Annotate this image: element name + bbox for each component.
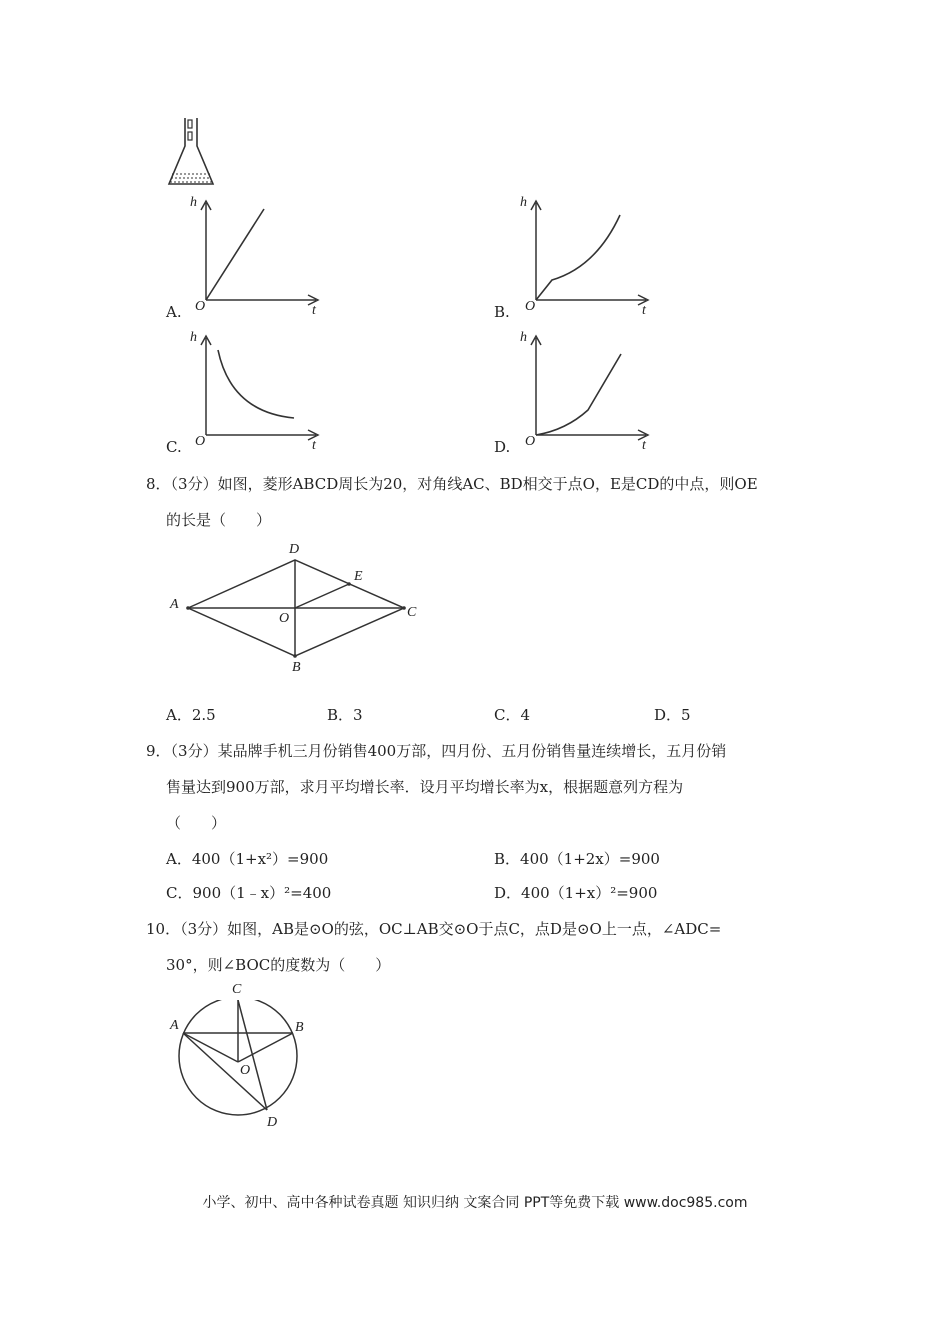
- q8-choice-d[interactable]: D．5: [654, 706, 691, 724]
- graph-option-b[interactable]: [490, 195, 660, 325]
- rhombus-label-e: E: [354, 569, 363, 584]
- q9-text-line2: 售量达到900万部，求月平均增长率．设月平均增长率为x，根据题意列方程为: [166, 778, 684, 796]
- rhombus-label-c: C: [407, 605, 417, 620]
- graph-option-c[interactable]: [160, 330, 330, 460]
- q9-choice-d[interactable]: D．400（1+x）²=900: [494, 884, 658, 902]
- q9-choice-a[interactable]: A．400（1+x²）=900: [166, 850, 329, 868]
- axis-h-label: h: [520, 195, 527, 210]
- axis-t-label: t: [312, 303, 316, 318]
- graph-c-plot: [186, 330, 326, 455]
- origin-label: O: [525, 434, 536, 449]
- circle-label-d: D: [267, 1115, 278, 1130]
- page-footer: 小学、初中、高中各种试卷真题 知识归纳 文案合同 PPT等免费下载 www.doc985.com: [202, 1195, 748, 1211]
- rhombus-label-b: B: [292, 660, 301, 675]
- q9-choice-b[interactable]: B．400（1+2x）=900: [494, 850, 660, 868]
- q8-choice-b[interactable]: B．3: [327, 706, 363, 724]
- axis-h-label: h: [190, 195, 197, 210]
- axis-t-label: t: [642, 438, 646, 453]
- option-label-b: B.: [494, 303, 510, 321]
- axis-h-label: h: [520, 330, 527, 345]
- q10-text-line1: 10．（3分）如图，AB是⊙O的弦，OC⊥AB交⊙O于点C，点D是⊙O上一点，∠ADC=: [146, 920, 722, 938]
- circle-label-o: O: [240, 1063, 251, 1078]
- rhombus-label-d: D: [289, 542, 300, 557]
- axis-h-label: h: [190, 330, 197, 345]
- circle-label-c: C: [232, 982, 242, 997]
- origin-label: O: [195, 299, 206, 314]
- option-label-a: A.: [166, 303, 182, 321]
- flask-illustration: [163, 112, 223, 190]
- q9-text-line1: 9．（3分）某品牌手机三月份销售400万部，四月份、五月份销售量连续增长，五月份销: [146, 742, 727, 760]
- origin-label: O: [195, 434, 206, 449]
- circle-figure: [170, 1000, 310, 1120]
- q8-choice-c[interactable]: C．4: [494, 706, 531, 724]
- q8-text-line1: 8．（3分）如图，菱形ABCD周长为20，对角线AC、BD相交于点O，E是CD的中点，则OE: [146, 475, 758, 493]
- graph-option-a[interactable]: [160, 195, 330, 325]
- circle-label-a: A: [170, 1018, 179, 1033]
- axis-t-label: t: [312, 438, 316, 453]
- circle-label-b: B: [295, 1020, 304, 1035]
- option-label-c: C.: [166, 438, 182, 456]
- q10-text-line2: 30°，则∠BOC的度数为（ ）: [166, 956, 391, 974]
- graph-b-plot: [516, 195, 656, 320]
- graph-d-plot: [516, 330, 656, 455]
- rhombus-label-a: A: [170, 597, 179, 612]
- axis-t-label: t: [642, 303, 646, 318]
- rhombus-label-o: O: [279, 611, 290, 626]
- origin-label: O: [525, 299, 536, 314]
- option-label-d: D.: [494, 438, 511, 456]
- q8-text-line2: 的长是（ ）: [166, 511, 272, 529]
- q8-choice-a[interactable]: A．2.5: [166, 706, 216, 724]
- q9-choice-c[interactable]: C．900（1﹣x）²=400: [166, 884, 332, 902]
- graph-a-plot: [186, 195, 326, 320]
- graph-option-d[interactable]: [490, 330, 660, 460]
- q9-text-line3: （ ）: [166, 814, 227, 832]
